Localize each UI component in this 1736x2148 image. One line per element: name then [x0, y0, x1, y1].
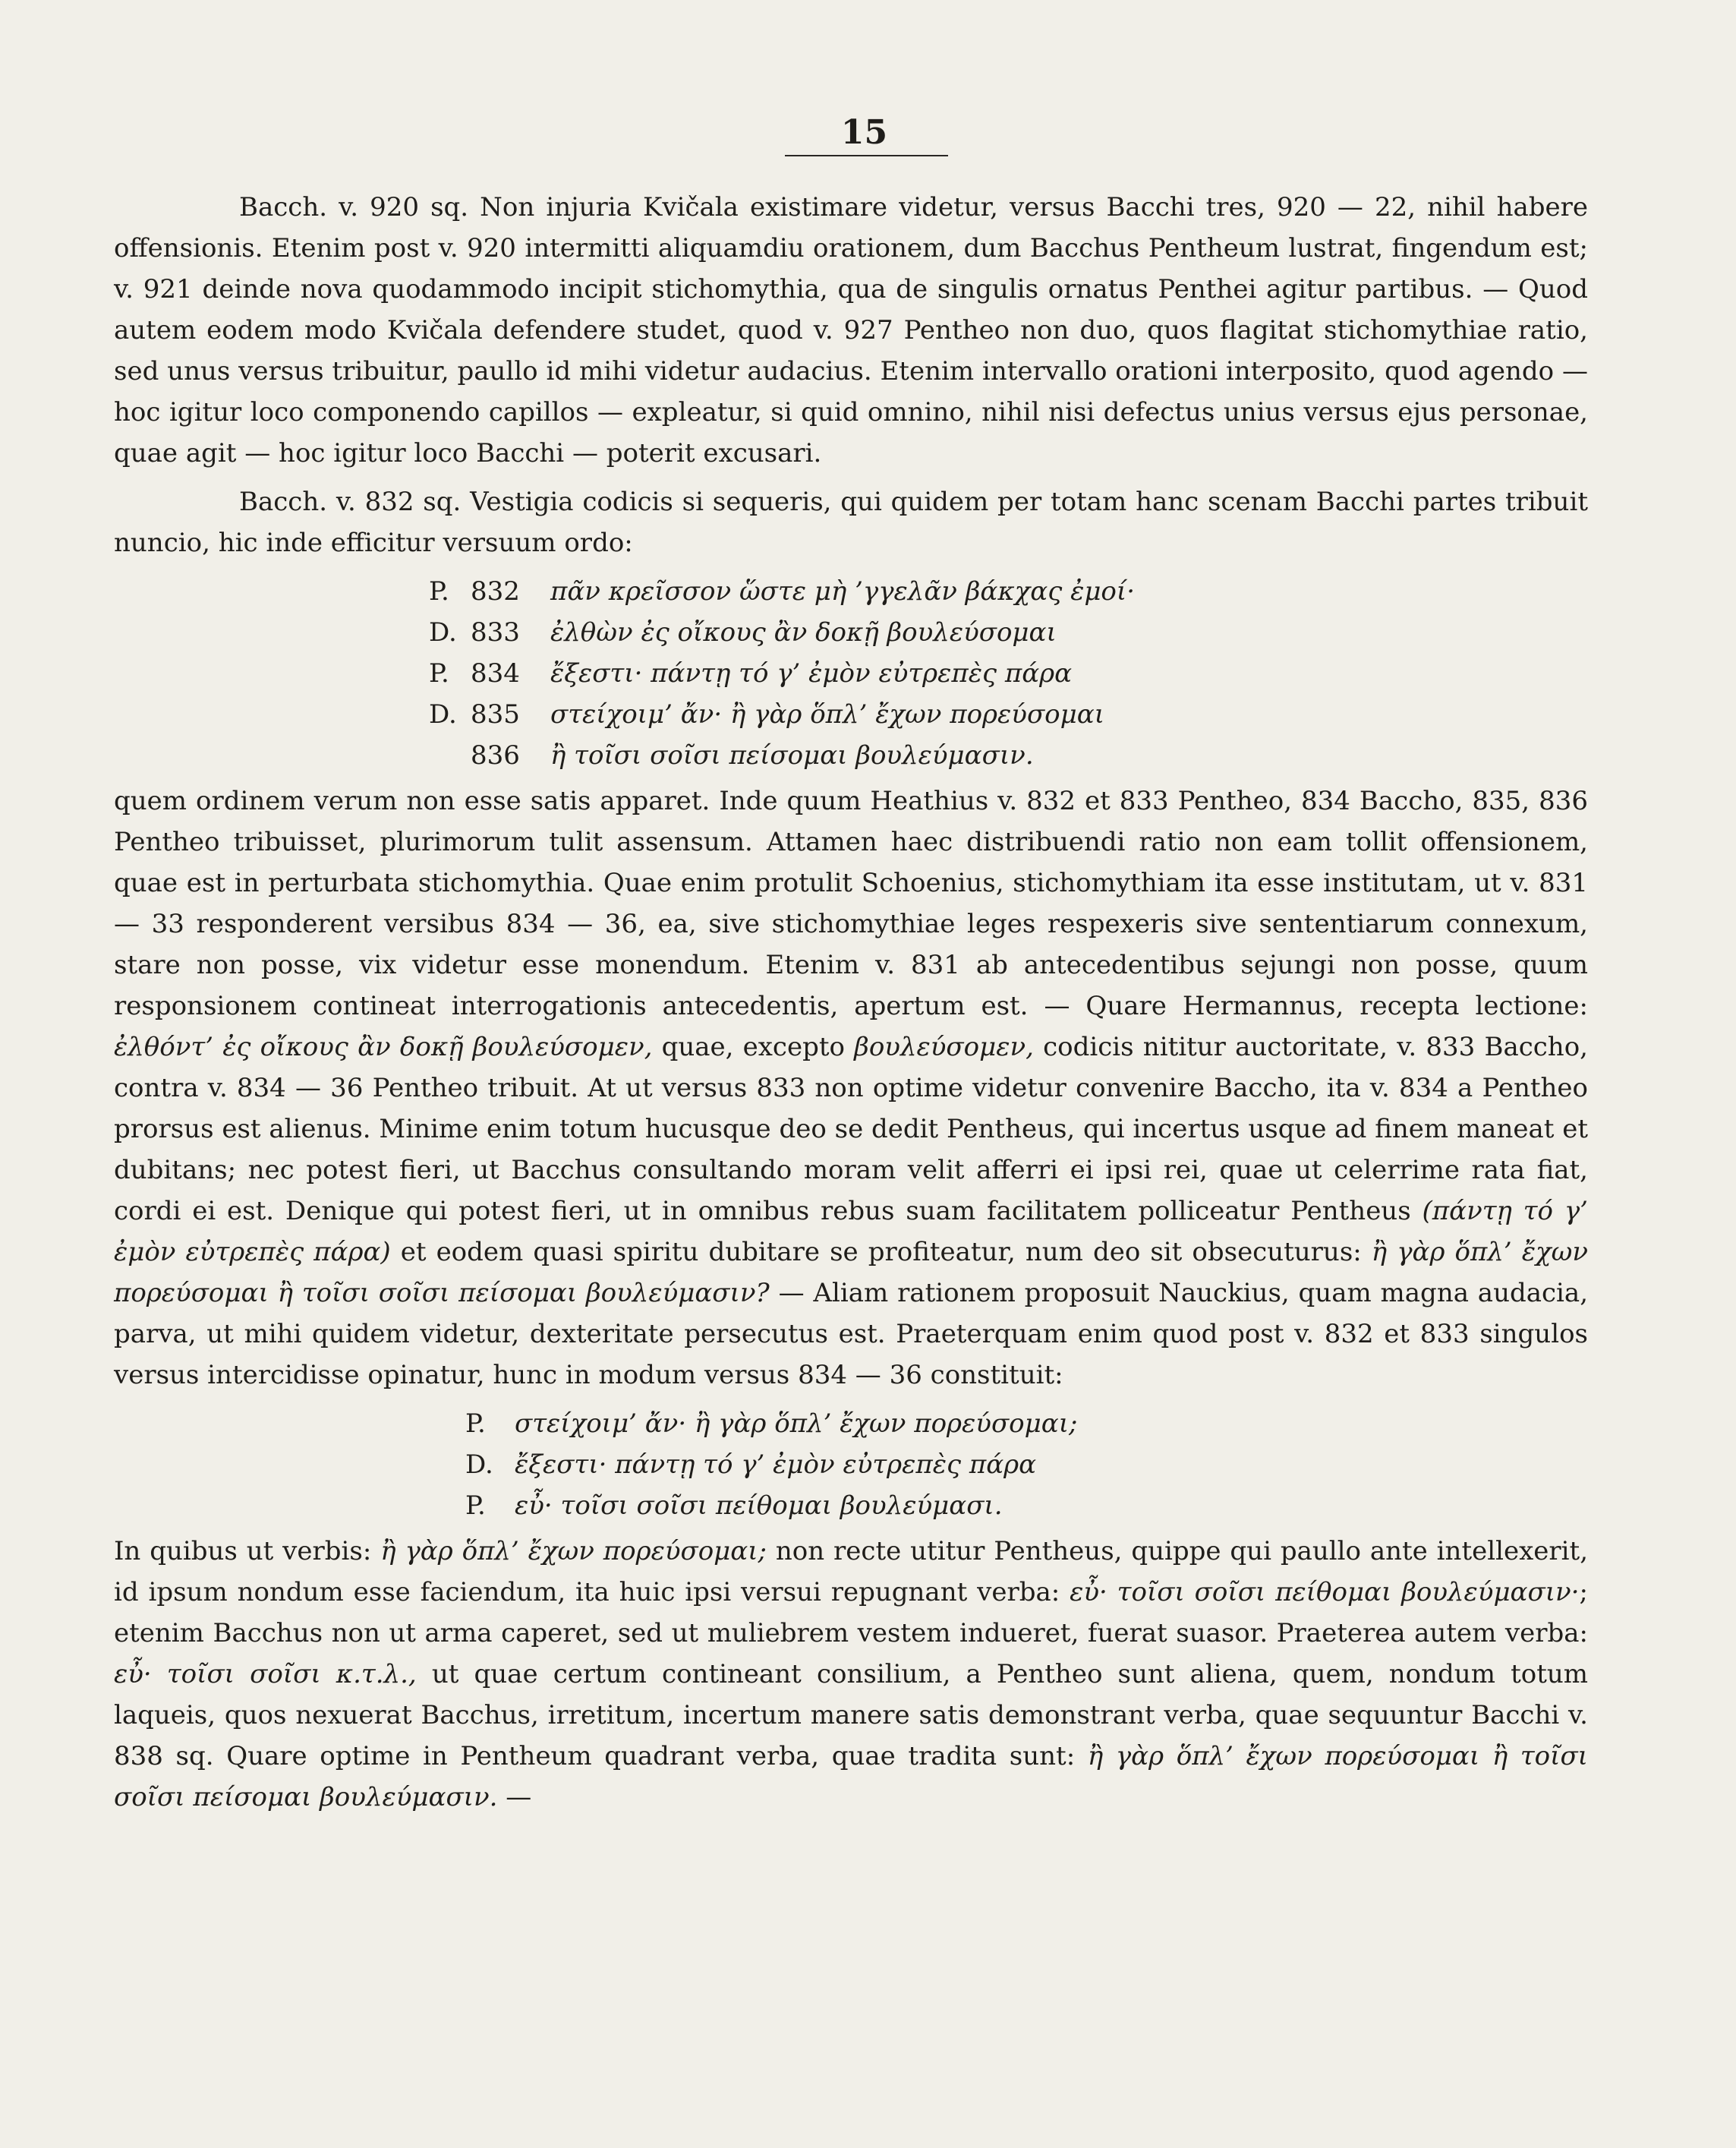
page-number-rule	[785, 155, 948, 156]
greek-quote: ἢ γὰρ ὅπλ’ ἔχων πορεύσομαι;	[380, 1536, 767, 1566]
greek-quote: (πάντῃ τό γ’ ἐμὸν εὐτρεπὲς πάρα)	[114, 1196, 1588, 1267]
verse-number: 834	[471, 658, 520, 689]
verse-text: ἢ τοῖσι σοῖσι πείσομαι βουλεύμασιν.	[550, 740, 1034, 771]
greek-quote: βουλεύσομεν,	[854, 1032, 1034, 1062]
verse-line	[465, 1444, 1588, 1485]
verse-speaker: D.	[465, 1449, 493, 1480]
verse-text: ἐλθὼν ἐς οἴκους ἂν δοκῇ βουλεύσομαι	[550, 617, 1057, 648]
verse-line	[429, 612, 1588, 653]
verse-line	[429, 735, 1588, 776]
verse-block-nauck-order	[114, 1403, 1588, 1526]
verse-speaker: D.	[429, 617, 457, 648]
text-run: non recte utitur Pentheus, quippe qui paullo ante intellexerit, id ipsum nondum esse faciendum, ita huic ipsi versui repugnant verba:	[114, 1536, 1589, 1607]
paragraph-bacch-920: Bacch. v. 920 sq. Non injuria Kvičala existimare videtur, versus Bacchi tres, 920 — 22, nihil habere offensionis. Etenim post v. 920 intermitti aliquamdiu orationem, dum Bacchus Pentheum lustrat, fingendum est; v. 921 deinde nova quodammodo incipit stichomythia, qua de singulis ornatus Penthei agitur partibus. — Quod autem eodem modo Kvičala defendere studet, quod v. 927 Pentheo non duo, quos flagitat stichomythiae ratio, sed unus versus tribuitur, paullo id mihi videtur audacius. Etenim intervallo orationi interposito, quod agendo — hoc igitur loco componendo capillos — expleatur, si quid omnino, nihil nisi defectus unius versus ejus personae, quae agit — hoc igitur loco Bacchi — poterit excusari.	[114, 192, 1588, 468]
greek-quote: ἢ γὰρ ὅπλ’ ἔχων πορεύσομαι ἢ τοῖσι σοῖσι πείσομαι βουλεύμασιν?	[114, 1237, 1588, 1308]
verse-line	[429, 653, 1588, 694]
verse-number: 836	[471, 740, 520, 771]
text-run: quem ordinem verum non esse satis apparet. Inde quum Heathius v. 832 et 833 Pentheo, 834 Baccho, 835, 836 Pentheo tribuisset, plurimorum tulit assensum. Attamen haec distribuendi ratio non eam tollit offensionem, quae est in perturbata stichomythia. Quae enim protulit Schoenius, stichomythiam ita esse institutam, ut v. 831 — 33 responderent versibus 834 — 36, ea, sive stichomythiae leges respexeris sive sententiarum connexum, stare non posse, vix videtur esse monendum. Etenim v. 831 ab antecedentibus sejungi non posse, quum responsionem contineat interrogationis antecedentis, apertum est. — Quare Hermannus, recepta lectione:	[114, 786, 1588, 1021]
verse-line	[429, 571, 1588, 612]
verse-speaker: P.	[429, 658, 449, 689]
text-run: et eodem quasi spiritu dubitare se profiteatur, num deo sit obsecuturus:	[400, 1237, 1362, 1267]
paragraph-conclusion	[114, 1531, 1588, 1818]
text-run: — Aliam rationem proposuit Nauckius, quam magna audacia, parva, ut mihi quidem videtur, dexteritate persecutus est. Praeterquam enim quod post v. 832 et 833 singulos versus intercidisse opinatur, hunc in modum versus 834 — 36 constituit:	[114, 1278, 1589, 1390]
greek-quote: εὖ· τοῖσι σοῖσι πείθομαι βουλεύμασιν·	[1070, 1577, 1580, 1607]
verse-speaker: P.	[429, 576, 449, 607]
greek-quote: ἐλθόντ’ ἐς οἴκους ἂν δοκῇ βουλεύσομεν,	[114, 1032, 653, 1062]
verse-speaker: D.	[429, 699, 457, 730]
paragraph-bacch-832: Bacch. v. 832 sq. Vestigia codicis si sequeris, qui quidem per totam hanc scenam Bacchi partes tribuit nuncio, hic inde efficitur versuum ordo:	[114, 487, 1588, 558]
verse-text: εὖ· τοῖσι σοῖσι πείθομαι βουλεύμασι.	[515, 1490, 1003, 1521]
verse-line	[465, 1485, 1588, 1526]
greek-quote: εὖ· τοῖσι σοῖσι κ.τ.λ.,	[114, 1659, 417, 1689]
text-run: ut quae certum contineant consilium, a Pentheo sunt aliena, quem, nondum totum laqueis, quos nexuerat Bacchus, irretitum, incertum manere satis demonstrant verba, quae sequuntur Bacchi v. 838 sq. Quare optime in Pentheum quadrant verba, quae tradita sunt:	[114, 1659, 1589, 1771]
verse-text: πᾶν κρεῖσσον ὥστε μὴ ’γγελᾶν βάκχας ἐμοί·	[550, 576, 1136, 607]
text-run: codicis nititur auctoritate, v. 833 Baccho, contra v. 834 — 36 Pentheo tribuit. At ut versus 833 non optime videtur convenire Baccho, ita v. 834 a Pentheo prorsus est alienus. Minime enim totum hucusque deo se dedit Pentheus, qui incertus usque ad finem maneat et dubitans; nec potest fieri, ut Bacchus consultando moram velit afferri ei ipsi rei, quae ut celerrime rata fiat, cordi ei est. Denique qui potest fieri, ut in omnibus rebus suam facilitatem polliceatur Pentheus	[114, 1032, 1588, 1226]
verse-text: ἔξεστι· πάντῃ τό γ’ ἐμὸν εὐτρεπὲς πάρα	[515, 1449, 1037, 1480]
verse-speaker: P.	[465, 1408, 486, 1439]
text-run: quae, excepto	[661, 1032, 845, 1062]
verse-number: 833	[471, 617, 520, 648]
page-number: 15	[840, 113, 888, 152]
verse-line	[429, 694, 1588, 735]
verse-text: στείχοιμ’ ἄν· ἢ γὰρ ὅπλ’ ἔχων πορεύσομαι;	[515, 1408, 1078, 1439]
text-run: —	[506, 1782, 532, 1812]
verse-text: στείχοιμ’ ἄν· ἢ γὰρ ὅπλ’ ἔχων πορεύσομαι	[550, 699, 1105, 730]
verse-number: 832	[471, 576, 520, 607]
verse-speaker	[429, 735, 471, 776]
verse-text: ἔξεστι· πάντῃ τό γ’ ἐμὸν εὐτρεπὲς πάρα	[550, 658, 1073, 689]
text-run: ; etenim Bacchus non ut arma caperet, sed ut muliebrem vestem indueret, fuerat suasor. Praeterea autem verba:	[114, 1577, 1589, 1648]
verse-line	[465, 1403, 1588, 1444]
text-run: In quibus ut verbis:	[114, 1536, 372, 1566]
greek-quote: ἢ γὰρ ὅπλ’ ἔχων πορεύσομαι ἢ τοῖσι σοῖσι πείσομαι βουλεύμασιν.	[114, 1741, 1588, 1812]
verse-number: 835	[471, 699, 520, 730]
verse-block-codex-order	[114, 571, 1588, 776]
verse-speaker: P.	[465, 1490, 486, 1521]
paragraph-ordo-discussion	[114, 781, 1588, 1396]
